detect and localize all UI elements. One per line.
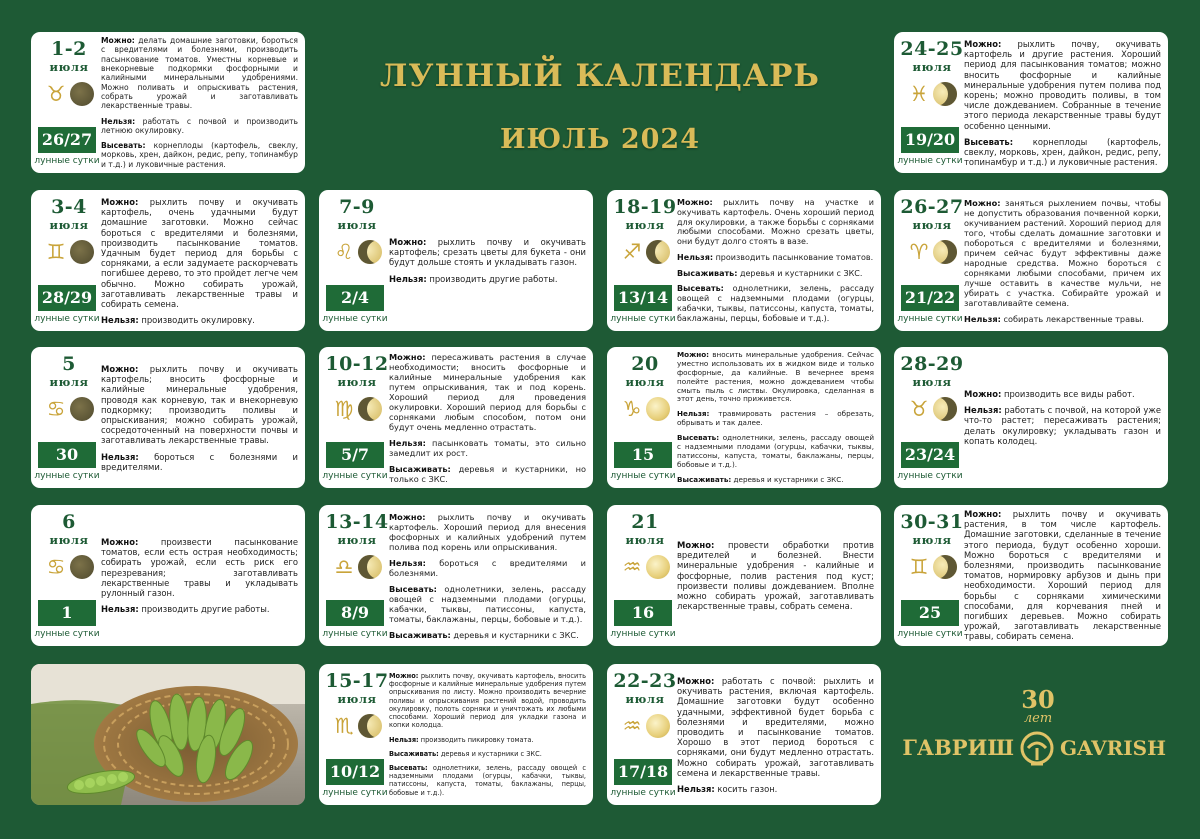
card-signs — [323, 396, 391, 422]
moon-phase-icon — [646, 555, 670, 579]
card-paragraph — [389, 750, 586, 758]
paragraph-label: Высаживать: — [677, 268, 738, 278]
card-dates: 3-4 — [51, 196, 87, 218]
zodiac-sign-icon: ♊ — [46, 240, 66, 264]
lunar-days-label: лунные сутки — [322, 788, 388, 798]
lunar-days-badge: 23/24 — [901, 442, 959, 468]
paragraph-label: Высевать: — [677, 284, 724, 294]
calendar-card — [31, 505, 305, 646]
card-signs — [611, 554, 679, 580]
card-month: июля — [337, 218, 377, 232]
card-dates: 15-17 — [325, 670, 389, 692]
lunar-days-badge: 15 — [614, 442, 672, 468]
card-date-block — [35, 196, 103, 265]
card-signs — [611, 239, 679, 265]
paragraph-text: рыхлить почву на участке и окучивать картофель. Очень хороший период для окулировки, а также борьбы с сорняками любыми способами. Можно срезать цветы, они будут долго стоять в вазе. — [677, 198, 874, 247]
card-text — [677, 540, 874, 611]
lunar-days-label: лунные сутки — [897, 629, 963, 639]
paragraph-text: деревья и кустарники с ЗКС. — [450, 629, 579, 640]
card-dates: 22-23 — [613, 670, 677, 692]
card-paragraph — [677, 540, 874, 611]
paragraph-label: Нельзя: — [389, 273, 427, 284]
moon-phase-icon — [646, 714, 670, 738]
paragraph-text: однолетники, зелень, рассаду овощей с надземными плодами (огурцы, кабачки, тыквы, патиссоны, капуста, томаты, баклажаны, перцы, бобовые и т.д.). — [389, 763, 586, 797]
paragraph-text: провести обработки против вредителей и болезней. Внести минеральные удобрения - калийные и фосфорные, полив растения под куст; произвести поливы дождеванием. Вполне можно собирать урожай, заготавливать лекарственные травы, собрать семена. — [677, 540, 874, 612]
moon-phase-icon — [358, 240, 382, 264]
zodiac-sign-icon: ♒ — [622, 555, 642, 579]
card-paragraph — [964, 405, 1161, 446]
calendar-card — [607, 347, 881, 488]
lunar-days-label: лунные сутки — [34, 314, 100, 324]
calendar-card — [319, 347, 593, 488]
paragraph-text: работать с почвой и производить летнюю окулировку. — [101, 116, 298, 135]
moon-phase-icon — [70, 555, 94, 579]
card-signs — [35, 554, 103, 580]
card-date-block — [611, 670, 679, 739]
card-paragraph — [389, 672, 586, 730]
moon-phase-icon — [358, 397, 382, 421]
moon-phase-icon — [646, 240, 670, 264]
card-paragraph — [964, 389, 1161, 399]
card-dates: 7-9 — [339, 196, 375, 218]
paragraph-label: Можно: — [964, 39, 1002, 49]
lunar-days-label: лунные сутки — [34, 629, 100, 639]
card-date-block — [323, 511, 391, 580]
paragraph-text: производить другие работы. — [138, 604, 270, 615]
card-paragraph — [389, 584, 586, 624]
paragraph-text: заняться рыхлением почвы, чтобы не допустить образования почвенной корки, окучиванием растений. Хороший период для того, чтобы сделать домашние заготовки и побороться с вредителями и болезнями, причем сейчас будут эффективны даже народные средства. Можно бороться с сорняками любыми способами, причем их лучше оставить в качестве мульчи, не убирать с участка. Собирайте урожай и заготавливайте семена. — [964, 198, 1161, 308]
card-text — [964, 389, 1161, 446]
paragraph-text: работать с почвой: рыхлить и окучивать растения, включая картофель. Домашние заготовки будут особенно удачными, эффективной будет борьба с болезнями и вредителями, можно проводить и пасынкование томатов. Хорошо в этот период бороться с сорняками, они будут медленно отрастать. Можно собирать урожай, заготавливать семена и лекарственные травы. — [677, 676, 874, 778]
paragraph-text: деревья и кустарники с ЗКС. — [438, 749, 542, 758]
card-paragraph — [677, 434, 874, 470]
card-signs — [898, 396, 966, 422]
paragraph-label: Высевать: — [101, 141, 146, 151]
card-date-block — [611, 196, 679, 265]
card-date-block — [35, 38, 103, 107]
paragraph-text: однолетники, зелень, рассаду овощей с надземными плодами (огурцы, кабачки, тыквы, патиссоны, капуста, томаты, баклажаны, перцы, бобовые и т.д.). — [677, 433, 874, 469]
lunar-days-label: лунные сутки — [34, 156, 100, 166]
paragraph-text: бороться с вредителями и болезнями. — [389, 557, 586, 578]
card-paragraph — [101, 117, 298, 136]
card-dates: 1-2 — [51, 38, 87, 60]
lunar-days-label: лунные сутки — [610, 314, 676, 324]
card-paragraph — [389, 237, 586, 268]
card-text — [964, 39, 1161, 167]
card-month: июля — [625, 375, 665, 389]
calendar-card — [607, 190, 881, 331]
card-dates: 24-25 — [900, 38, 964, 60]
card-date-block — [611, 353, 679, 422]
card-signs — [35, 81, 103, 107]
paragraph-text: деревья и кустарники, но только с ЗКС. — [389, 463, 586, 484]
card-month: июля — [912, 60, 952, 74]
card-month: июля — [912, 375, 952, 389]
calendar-card — [31, 347, 305, 488]
lunar-days-badge: 13/14 — [614, 285, 672, 311]
card-dates: 21 — [631, 511, 659, 533]
zodiac-sign-icon: ♑ — [622, 397, 642, 421]
card-dates: 5 — [62, 353, 76, 375]
paragraph-text: однолетники, зелень, рассаду овощей с надземными плодами (огурцы, кабачки, тыквы, патиссоны, капуста, томаты, баклажаны, перцы, бобовые и т.д.). — [677, 284, 874, 323]
card-date-block — [898, 196, 966, 265]
paragraph-label: Можно: — [389, 237, 427, 247]
card-paragraph — [389, 352, 586, 432]
paragraph-text: вносить минеральные удобрения. Сейчас уместно использовать их в жидком виде и только фосфорные, да калийные. В вечернее время полейте растения, можно дождеванием чтобы смыть пыль с листвы. Окулировка, сделанная в этот день, точно приживется. — [677, 350, 874, 404]
card-text — [964, 198, 1161, 324]
brand-name-en: GAVRISH — [1060, 736, 1166, 760]
paragraph-label: Нельзя: — [677, 409, 710, 419]
paragraph-text: производить пикировку томата. — [418, 735, 534, 744]
calendar-card — [319, 190, 593, 331]
calendar-card — [894, 190, 1168, 331]
card-paragraph — [101, 141, 298, 169]
calendar-card — [894, 347, 1168, 488]
lunar-days-label: лунные сутки — [897, 471, 963, 481]
card-dates: 28-29 — [900, 353, 964, 375]
card-month: июля — [49, 375, 89, 389]
paragraph-label: Нельзя: — [101, 116, 136, 126]
card-signs — [35, 239, 103, 265]
card-month: июля — [625, 533, 665, 547]
paragraph-label: Можно: — [964, 509, 1002, 519]
brand-name-ru: ГАВРИШ — [902, 735, 1014, 760]
card-text — [101, 364, 298, 472]
paragraph-label: Можно: — [964, 389, 1002, 399]
paragraph-label: Высевать: — [389, 763, 428, 772]
card-signs — [898, 239, 966, 265]
paragraph-text: однолетники, зелень, рассаду овощей с надземными плодами (огурцы, кабачки, тыквы, патиссоны, капуста, томаты, баклажаны, перцы, бобовые и т.д.). — [389, 583, 586, 624]
card-paragraph — [677, 198, 874, 247]
card-paragraph — [677, 269, 874, 279]
zodiac-sign-icon: ♐ — [622, 240, 642, 264]
paragraph-label: Можно: — [964, 198, 1001, 208]
lunar-days-label: лунные сутки — [610, 629, 676, 639]
lunar-days-label: лунные сутки — [322, 629, 388, 639]
lunar-days-badge: 10/12 — [326, 759, 384, 785]
paragraph-label: Высаживать: — [389, 749, 439, 758]
card-text — [677, 351, 874, 484]
paragraph-text: деревья и кустарники с ЗКС. — [731, 474, 844, 484]
paragraph-text: собирать лекарственные травы. — [1000, 313, 1145, 324]
lunar-days-badge: 2/4 — [326, 285, 384, 311]
anniversary-number: 30 — [1021, 685, 1055, 714]
paragraph-text: производить окулировку. — [138, 315, 255, 326]
paragraph-label: Нельзя: — [389, 735, 419, 744]
card-month: июля — [912, 218, 952, 232]
zodiac-sign-icon: ♒ — [622, 714, 642, 738]
zodiac-sign-icon: ♎ — [334, 555, 354, 579]
lunar-days-badge: 16 — [614, 600, 672, 626]
page-subtitle: ИЮЛЬ 2024 — [500, 124, 700, 155]
card-paragraph — [389, 464, 586, 484]
paragraph-label: Можно: — [101, 36, 135, 45]
card-paragraph — [964, 39, 1161, 131]
paragraph-label: Высаживать: — [389, 629, 451, 640]
card-date-block — [898, 38, 966, 107]
moon-phase-icon — [646, 397, 670, 421]
moon-phase-icon — [933, 555, 957, 579]
card-signs — [898, 554, 966, 580]
zodiac-sign-icon: ♏ — [334, 714, 354, 738]
paragraph-text: корнеплоды (картофель, свеклу, морковь, хрен, дайкон, редис, репу, топинамбур и т.д.) и луковичные растения. — [964, 136, 1161, 168]
card-text — [389, 237, 586, 284]
card-signs — [323, 713, 391, 739]
paragraph-label: Можно: — [389, 672, 419, 680]
card-month: июля — [912, 533, 952, 547]
paragraph-text: рыхлить почву и окучивать картофель, очень удачными будут домашние заготовки. Можно сейчас бороться с вредителями и болезнями, производить пасынкование томатов. Удачным будет период для борьбы с сорняками, а если задумаете раскорчевать погибшее дерево, то это пройдет легче чем обычно. Можно собирать урожай, заготавливать лекарственные травы и собирать семена. — [101, 197, 298, 310]
zodiac-sign-icon: ♍ — [334, 397, 354, 421]
anniversary-word: лет — [1023, 711, 1053, 726]
card-paragraph — [677, 410, 874, 428]
zodiac-sign-icon: ♌ — [334, 240, 354, 264]
paragraph-label: Высевать: — [964, 136, 1014, 147]
paragraph-label: Нельзя: — [101, 604, 139, 615]
card-paragraph — [964, 509, 1161, 642]
moon-phase-icon — [933, 240, 957, 264]
zodiac-sign-icon: ♓ — [909, 82, 929, 106]
lunar-days-badge: 28/29 — [38, 285, 96, 311]
card-signs — [611, 396, 679, 422]
paragraph-label: Нельзя: — [964, 313, 1001, 324]
paragraph-label: Высаживать: — [389, 463, 451, 474]
paragraph-text: пересаживать растения в случае необходимости; вносить фосфорные и калийные минеральные удобрения как путем опрыскивания, так и под корень. Хороший период для проведения окулировки. Хороший период для борьбы с сорняками любым способом, потом они будут очень медленно отрастать. — [389, 352, 586, 432]
calendar-card — [894, 32, 1168, 173]
paragraph-text: произвести пасынкование томатов, если есть острая необходимость; собирать урожай, если есть риск его перезревания; заготавливать лекарственные травы и укладывать рулонный газон. — [101, 537, 298, 599]
paragraph-text: бороться с болезнями и вредителями. — [101, 451, 298, 472]
paragraph-label: Высевать: — [389, 583, 437, 594]
lunar-days-label: лунные сутки — [34, 471, 100, 481]
card-paragraph — [389, 736, 586, 744]
card-month: июля — [337, 533, 377, 547]
lunar-days-label: лунные сутки — [322, 471, 388, 481]
calendar-card — [894, 505, 1168, 646]
paragraph-text: делать домашние заготовки, бороться с вредителями и болезнями, производить пасынкование томатов. Уместны корневые и внекорневые подкормки фосфорными и калийными минеральными удобрениями. Можно поливать и опрыскивать растения, собрать урожай и заготавливать лекарственные травы. — [101, 36, 298, 111]
calendar-card — [607, 664, 881, 805]
paragraph-label: Нельзя: — [389, 437, 426, 448]
moon-phase-icon — [70, 82, 94, 106]
paragraph-label: Можно: — [101, 197, 139, 207]
brand-emblem-icon — [1017, 730, 1057, 770]
card-text — [677, 676, 874, 794]
paragraph-label: Высевать: — [677, 433, 720, 442]
card-dates: 13-14 — [325, 511, 389, 533]
lunar-days-badge: 19/20 — [901, 127, 959, 153]
zodiac-sign-icon: ♋ — [46, 555, 66, 579]
lunar-days-label: лунные сутки — [610, 471, 676, 481]
card-month: июля — [625, 692, 665, 706]
moon-phase-icon — [358, 714, 382, 738]
lunar-days-badge: 21/22 — [901, 285, 959, 311]
card-text — [389, 672, 586, 797]
lunar-days-label: лунные сутки — [897, 156, 963, 166]
card-paragraph — [101, 452, 298, 472]
card-date-block — [323, 196, 391, 265]
card-dates: 20 — [631, 353, 659, 375]
card-paragraph — [677, 676, 874, 778]
card-date-block — [323, 353, 391, 422]
paragraph-text: рыхлить почву и окучивать картофель. Хороший период для внесения фосфорных и калийных удобрений путем полива под корень или опрыскивания. — [389, 512, 586, 552]
card-paragraph — [964, 137, 1161, 168]
paragraph-text: производить все виды работ. — [1001, 389, 1135, 399]
zodiac-sign-icon: ♉ — [909, 397, 929, 421]
card-date-block — [611, 511, 679, 580]
paragraph-text: рыхлить почву, окучивать картофель, вносить фосфорные и калийные минеральные удобрения путем опрыскивания по листу. Можно производить вечерние поливы и опрыскивания растений водой, проводить окулировку, полоть сорняки и уничтожать их любыми способами. Хороший период для укладки газона и копки колодца. — [389, 672, 586, 730]
card-paragraph — [677, 284, 874, 323]
card-paragraph — [964, 198, 1161, 308]
paragraph-label: Можно: — [677, 540, 715, 550]
lunar-days-label: лунные сутки — [610, 788, 676, 798]
card-paragraph — [677, 784, 874, 794]
zodiac-sign-icon: ♉ — [46, 82, 66, 106]
card-date-block — [898, 511, 966, 580]
moon-phase-icon — [933, 82, 957, 106]
zodiac-sign-icon: ♊ — [909, 555, 929, 579]
card-paragraph — [389, 630, 586, 640]
paragraph-text: пасынковать томаты, это сильно замедлит их рост. — [389, 437, 586, 458]
paragraph-label: Можно: — [389, 512, 426, 522]
card-month: июля — [49, 60, 89, 74]
zodiac-sign-icon: ♋ — [46, 397, 66, 421]
paragraph-text: рыхлить почву, окучивать картофель и другие растения. Хороший период для пасынкования томатов; можно вносить фосфорные и калийные минеральные удобрения путем полива под корень; можно проводить поливы, в том числе дождеванием. Собранные в течение этого периода лекарственные травы будут особенно ценными. — [964, 39, 1161, 131]
card-paragraph — [389, 512, 586, 552]
card-dates: 18-19 — [613, 196, 677, 218]
peas-photo — [31, 664, 305, 805]
paragraph-label: Можно: — [101, 537, 139, 547]
paragraph-label: Нельзя: — [101, 451, 139, 462]
paragraph-label: Нельзя: — [101, 315, 139, 326]
card-month: июля — [49, 533, 89, 547]
paragraph-text: травмировать растения – обрезать, обрывать и так далее. — [677, 409, 874, 428]
card-paragraph — [677, 351, 874, 404]
card-paragraph — [101, 36, 298, 111]
calendar-card — [607, 505, 881, 646]
paragraph-label: Можно: — [101, 364, 139, 374]
card-paragraph — [389, 274, 586, 284]
card-text — [389, 512, 586, 640]
card-month: июля — [337, 692, 377, 706]
card-paragraph — [101, 537, 298, 598]
card-paragraph — [101, 604, 298, 614]
paragraph-label: Нельзя: — [677, 784, 715, 795]
card-date-block — [323, 670, 391, 739]
moon-phase-icon — [70, 240, 94, 264]
lunar-days-badge: 17/18 — [614, 759, 672, 785]
card-signs — [35, 396, 103, 422]
card-signs — [323, 554, 391, 580]
card-paragraph — [389, 764, 586, 797]
lunar-days-badge: 26/27 — [38, 127, 96, 153]
calendar-card — [31, 190, 305, 331]
card-paragraph — [389, 558, 586, 578]
card-date-block — [898, 353, 966, 422]
paragraph-label: Можно: — [677, 350, 710, 359]
paragraph-text: корнеплоды (картофель, свеклу, морковь, хрен, дайкон, редис, репу, топинамбур и т.д.) и луковичные растения. — [101, 141, 298, 169]
card-paragraph — [101, 197, 298, 309]
card-date-block — [35, 353, 103, 422]
card-paragraph — [677, 476, 874, 485]
paragraph-text: рыхлить почву и окучивать картофель; вносить фосфорные и калийные минеральные удобрения, проводя как корневую, так и внекорневую подкормку; производить поливы и опрыскивания; можно собирать урожай, сосредоточенный на поверхности почвы и заготавливать лекарственные травы. — [101, 364, 298, 446]
paragraph-text: производить пасынкование томатов. — [713, 252, 874, 262]
card-text — [101, 36, 298, 169]
lunar-days-badge: 8/9 — [326, 600, 384, 626]
card-text — [677, 198, 874, 323]
card-text — [389, 352, 586, 484]
lunar-days-badge: 25 — [901, 600, 959, 626]
card-text — [101, 537, 298, 614]
moon-phase-icon — [70, 397, 94, 421]
lunar-days-badge: 30 — [38, 442, 96, 468]
lunar-days-badge: 5/7 — [326, 442, 384, 468]
card-paragraph — [101, 364, 298, 446]
lunar-days-label: лунные сутки — [897, 314, 963, 324]
card-dates: 30-31 — [900, 511, 964, 533]
card-dates: 26-27 — [900, 196, 964, 218]
zodiac-sign-icon: ♈ — [909, 240, 929, 264]
paragraph-text: косить газон. — [714, 784, 778, 795]
card-paragraph — [101, 315, 298, 325]
calendar-card — [319, 505, 593, 646]
card-paragraph — [964, 314, 1161, 324]
paragraph-text: рыхлить почву и окучивать картофель; срезать цветы для букета - они будут дольше стоять и укладывать газон. — [389, 237, 586, 268]
card-text — [964, 509, 1161, 642]
card-text — [101, 197, 298, 325]
page-title: ЛУННЫЙ КАЛЕНДАРЬ — [380, 58, 820, 94]
paragraph-text: деревья и кустарники с ЗКС. — [737, 268, 863, 278]
peas-basket-illustration — [31, 664, 305, 805]
gavrish-logo — [892, 684, 1176, 794]
card-month: июля — [625, 218, 665, 232]
calendar-card — [31, 32, 305, 173]
paragraph-label: Нельзя: — [677, 252, 714, 262]
card-month: июля — [49, 218, 89, 232]
card-signs — [898, 81, 966, 107]
moon-phase-icon — [358, 555, 382, 579]
paragraph-label: Можно: — [677, 198, 713, 207]
paragraph-text: рыхлить почву и окучивать растения, в том числе картофель. Домашние заготовки, сделанные в течение этого периода, будут особенно хороши. Можно бороться с вредителями и болезнями, производить пасынкование томатов, нормировку арбузов и дынь при необходимости. Хороший период для борьбы с сорняками химическими способами, для корчевания пней и погибших деревьев. Можно собирать урожай, заготавливать лекарственные травы, собирать семена. — [964, 509, 1161, 642]
moon-phase-icon — [933, 397, 957, 421]
paragraph-text: работать с почвой, на которой уже что-то растет; пересаживать растения; делать окулировку; укладывать газон и копать колодец. — [964, 405, 1161, 446]
card-signs — [611, 713, 679, 739]
card-paragraph — [389, 438, 586, 458]
paragraph-label: Высаживать: — [677, 474, 732, 484]
calendar-card — [319, 664, 593, 805]
card-signs — [323, 239, 391, 265]
paragraph-text: производить другие работы. — [426, 273, 558, 284]
paragraph-label: Нельзя: — [964, 405, 1002, 416]
card-dates: 10-12 — [325, 353, 389, 375]
paragraph-label: Можно: — [677, 676, 715, 686]
lunar-days-badge: 1 — [38, 600, 96, 626]
card-paragraph — [677, 253, 874, 263]
lunar-days-label: лунные сутки — [322, 314, 388, 324]
card-dates: 6 — [62, 511, 76, 533]
paragraph-label: Нельзя: — [389, 557, 426, 568]
card-date-block — [35, 511, 103, 580]
paragraph-label: Можно: — [389, 352, 426, 362]
card-month: июля — [337, 375, 377, 389]
